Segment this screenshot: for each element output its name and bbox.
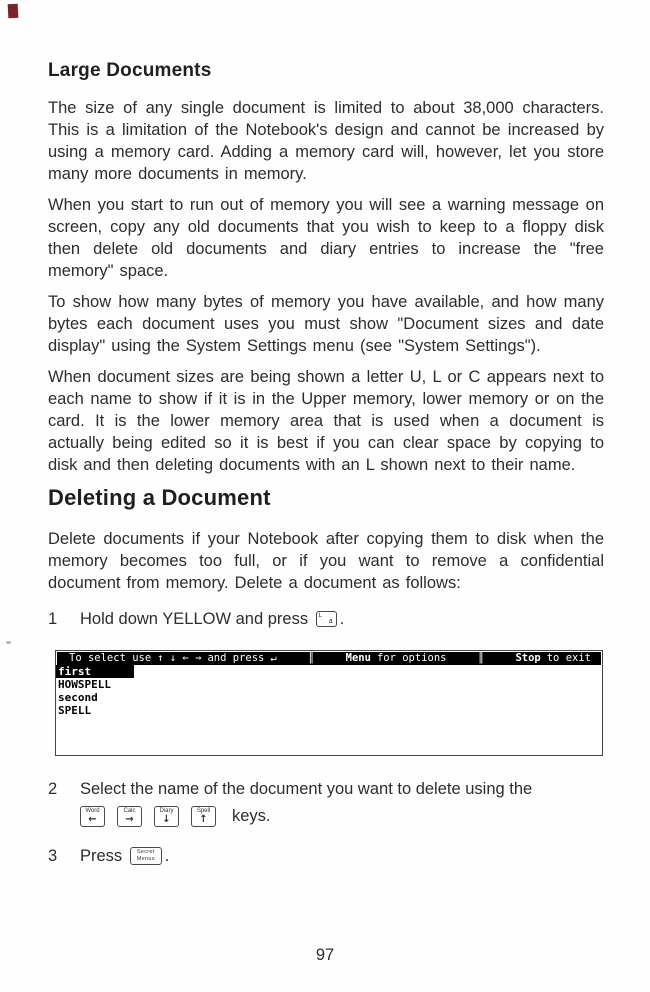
step-text <box>80 778 532 827</box>
status-stop-text: to exit <box>546 652 591 664</box>
document-list-item: second <box>58 691 98 704</box>
status-stop-key: Stop <box>515 652 541 664</box>
keycap-list-icon <box>316 611 337 627</box>
keycap-letter: a <box>328 617 333 625</box>
keycap-top-legend: L <box>318 612 322 619</box>
heading-large-documents: Large Documents <box>48 60 212 81</box>
paragraph-memory-warning: When you start to run out of memory you will see a warning message on screen, copy any old documents that you wish to keep to a floppy disk then delete old documents and diary entries to increase the "free memory" space. <box>48 196 604 280</box>
paragraph-show-bytes: To show how many bytes of memory you have available, and how many bytes each document uses you must show "Document sizes and date display" using the System Settings menu (see "System Settings"). <box>48 293 604 355</box>
status-menu-key: Menu <box>345 652 371 664</box>
document-list-item: HOWSPELL <box>58 678 111 691</box>
enter-key-icon: ↵ <box>270 652 277 664</box>
step-3 <box>48 845 604 867</box>
keycap-calc-right-icon <box>117 806 142 827</box>
status-select-text: To select use <box>69 652 152 664</box>
status-menu-segment <box>346 652 447 665</box>
page-number: 97 <box>315 946 335 964</box>
left-arrow-icon: ← <box>88 813 97 825</box>
notebook-screen-capture <box>55 650 603 756</box>
step-1 <box>48 608 604 630</box>
paragraph-document-size: The size of any single document is limited to about 38,000 characters. This is a limitation of the Notebook's design and cannot be increased by using a memory card. Adding a memory card will, however, let you store many more documents in memory. <box>48 99 604 183</box>
keycap-word-left-icon <box>80 806 105 827</box>
keycap-diary-down-icon <box>154 806 179 827</box>
cursor-keys-row <box>80 805 532 827</box>
paragraph-memory-letters: When document sizes are being shown a letter U, L or C appears next to each name to show if it is in the Upper memory, lower memory or on the card. It is the lower memory area that is used when a document is actually being edited so it is best if you can clear space by copying to disk and then deleting documents with an L shown next to their name. <box>48 368 604 474</box>
step-2 <box>48 778 604 827</box>
step-2-after: keys. <box>232 807 271 825</box>
step-text <box>80 845 169 867</box>
step-number: 2 <box>48 780 58 798</box>
scan-corner-mark <box>8 4 19 19</box>
status-select-segment <box>69 652 277 665</box>
right-arrow-icon: → <box>125 813 134 825</box>
step-number: 1 <box>48 610 58 628</box>
screen-status-bar <box>57 652 601 665</box>
status-divider-icon: ║ <box>477 652 485 664</box>
status-stop-segment <box>515 652 591 665</box>
status-menu-text: for options <box>376 652 447 664</box>
down-arrow-icon: ↓ <box>162 813 171 825</box>
keycap-line2: Menus <box>136 855 155 862</box>
step-1-period: . <box>339 610 345 628</box>
keycap-label: Spell <box>196 807 211 814</box>
step-3-period: . <box>164 847 170 865</box>
step-number: 3 <box>48 847 58 865</box>
status-press-text: and press <box>207 652 265 664</box>
document-list <box>56 665 602 717</box>
scan-artifact <box>6 641 11 644</box>
up-arrow-icon: ↑ <box>199 813 208 825</box>
step-2-text: Select the name of the document you want to delete using the <box>80 780 533 798</box>
keycap-label: Word <box>85 807 100 814</box>
document-list-item: SPELL <box>58 704 92 717</box>
document-list-item-selected: first <box>56 665 134 678</box>
paragraph-delete-intro: Delete documents if your Notebook after copying them to disk when the memory becomes too full, or if you want to remove a confidential document from memory. Delete a document as follows: <box>48 530 604 592</box>
step-1-text: Hold down YELLOW and press <box>80 610 313 628</box>
keycap-label: Diary <box>159 807 174 814</box>
heading-deleting-a-document: Deleting a Document <box>48 485 271 510</box>
keycap-spell-up-icon <box>191 806 216 827</box>
step-text <box>80 608 344 630</box>
document-list-item <box>56 665 602 678</box>
step-3-text: Press <box>80 847 127 865</box>
arrow-keys-icon: ↑ ↓ ← → <box>157 652 202 664</box>
status-divider-icon: ║ <box>308 652 315 664</box>
keycap-label: Calc <box>123 807 136 814</box>
keycap-line1: Secret <box>136 849 155 856</box>
keycap-menu-icon <box>130 847 162 865</box>
